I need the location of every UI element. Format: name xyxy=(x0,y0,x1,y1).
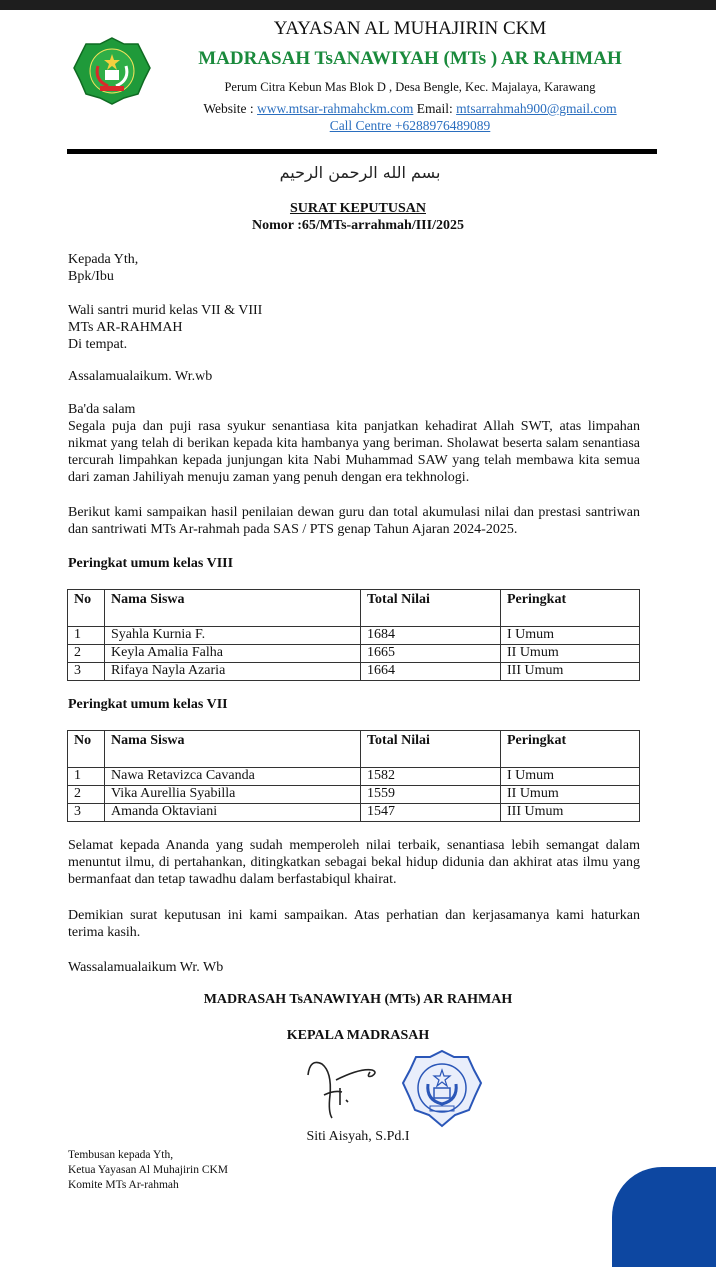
top-status-bar xyxy=(0,0,716,10)
call-centre-link[interactable]: Call Centre +6288976489089 xyxy=(329,118,491,133)
official-stamp-icon xyxy=(400,1048,484,1130)
cell-score: 1547 xyxy=(361,804,501,822)
closing-salutation: Wassalamualaikum Wr. Wb xyxy=(68,960,224,975)
column-header: Total Nilai xyxy=(361,731,501,768)
column-header: No xyxy=(68,731,105,768)
cc-line: Tembusan kepada Yth, xyxy=(68,1149,174,1161)
table-row xyxy=(68,663,640,681)
paragraph-congratulations: Selamat kepada Ananda yang sudah memperoleh nilai terbaik, senantiasa lebih semangat dalam menuntut ilmu, di pertahankan, ditingkatkan sebagai bekal hidup didunia dan akhirat atas ilmu yang bermanfaat dan tetap tawadhu dalam berfastabiqul khairat. xyxy=(68,838,640,887)
bada-salam: Ba'da salam xyxy=(68,402,136,417)
recipient-line: Bpk/Ibu xyxy=(68,269,114,284)
table-row xyxy=(68,804,640,822)
header-divider xyxy=(67,149,657,154)
paragraph-results-intro: Berikut kami sampaikan hasil penilaian dewan guru dan total akumulasi nilai dan prestasi santriwan dan santriwati MTs Ar-rahmah pada SAS / PTS genap Tahun Ajaran 2024-2025. xyxy=(68,505,640,537)
cell-score: 1665 xyxy=(361,645,501,663)
cell-score: 1664 xyxy=(361,663,501,681)
school-emblem-icon xyxy=(72,36,152,106)
document-title: SURAT KEPUTUSAN xyxy=(289,201,426,216)
email-label: Email: xyxy=(413,101,457,116)
foundation-name: YAYASAN AL MUHAJIRIN CKM xyxy=(273,18,547,39)
table-header-row xyxy=(68,731,640,768)
paragraph-closing: Demikian surat keputusan ini kami sampaikan. Atas perhatian dan kerjasamanya kami haturkan terima kasih. xyxy=(68,908,640,940)
call-centre-line xyxy=(190,118,630,134)
cell-no: 1 xyxy=(68,768,105,786)
column-header: Nama Siswa xyxy=(105,731,361,768)
section-heading-vii: Peringkat umum kelas VII xyxy=(68,697,228,712)
paragraph-opening: Segala puja dan puji rasa syukur senantiasa kita panjatkan kehadirat Allah SWT, atas limpahan nikmat yang telah di berikan kepada kita hambanya yang beriman. Sholawat beserta salam senantiasa tercurah limpahkan kepada junjungan kita Nabi Muhammad SAW yang telah membawa kita semua dari zaman Jahiliyah menuju zaman yang penuh dengan era tekhnologi. xyxy=(68,419,640,485)
table-row xyxy=(68,786,640,804)
column-header: Peringkat xyxy=(501,731,640,768)
ranking-table-vii xyxy=(67,730,640,822)
cell-no: 2 xyxy=(68,786,105,804)
greeting: Assalamualaikum. Wr.wb xyxy=(68,369,213,384)
cell-name: Amanda Oktaviani xyxy=(105,804,361,822)
cell-name: Nawa Retavizca Cavanda xyxy=(105,768,361,786)
email-link[interactable]: mtsarrahmah900@gmail.com xyxy=(456,101,617,116)
document-number: Nomor :65/MTs-arrahmah/III/2025 xyxy=(252,218,464,233)
basmala-text: بسم الله الرحمن الرحيم xyxy=(279,163,441,182)
recipient-line: Kepada Yth, xyxy=(68,252,139,267)
basmala-calligraphy-icon xyxy=(250,158,470,186)
cell-no: 2 xyxy=(68,645,105,663)
floating-action-button[interactable] xyxy=(612,1167,716,1267)
recipient-line: MTs AR-RAHMAH xyxy=(68,320,183,335)
recipient-line: Di tempat. xyxy=(68,337,128,352)
handwritten-signature-icon xyxy=(300,1050,390,1125)
contact-line xyxy=(190,101,630,117)
column-header: No xyxy=(68,590,105,627)
cell-score: 1582 xyxy=(361,768,501,786)
table-row xyxy=(68,627,640,645)
table-header-row xyxy=(68,590,640,627)
cc-line: Komite MTs Ar-rahmah xyxy=(68,1179,179,1191)
cell-rank: I Umum xyxy=(501,768,640,786)
website-label: Website : xyxy=(203,101,258,116)
cell-no: 1 xyxy=(68,627,105,645)
column-header: Nama Siswa xyxy=(105,590,361,627)
cc-line: Ketua Yayasan Al Muhajirin CKM xyxy=(68,1164,229,1176)
ranking-table-viii xyxy=(67,589,640,681)
school-address: Perum Citra Kebun Mas Blok D , Desa Bengle, Kec. Majalaya, Karawang xyxy=(224,80,596,94)
cell-no: 3 xyxy=(68,804,105,822)
cell-rank: III Umum xyxy=(501,663,640,681)
recipient-block xyxy=(68,251,640,353)
cell-rank: III Umum xyxy=(501,804,640,822)
cell-rank: II Umum xyxy=(501,645,640,663)
cell-name: Vika Aurellia Syabilla xyxy=(105,786,361,804)
website-link[interactable]: www.mtsar-rahmahckm.com xyxy=(257,101,414,116)
cell-name: Keyla Amalia Falha xyxy=(105,645,361,663)
recipient-line: Wali santri murid kelas VII & VIII xyxy=(68,303,263,318)
column-header: Peringkat xyxy=(501,590,640,627)
cell-score: 1559 xyxy=(361,786,501,804)
principal-name: Siti Aisyah, S.Pd.I xyxy=(306,1129,410,1144)
cell-name: Syahla Kurnia F. xyxy=(105,627,361,645)
cell-rank: II Umum xyxy=(501,786,640,804)
signature-institution: MADRASAH TsANAWIYAH (MTs) AR RAHMAH xyxy=(203,992,513,1007)
table-row xyxy=(68,768,640,786)
table-row xyxy=(68,645,640,663)
section-heading-viii: Peringkat umum kelas VIII xyxy=(68,556,234,571)
cell-name: Rifaya Nayla Azaria xyxy=(105,663,361,681)
cell-no: 3 xyxy=(68,663,105,681)
cell-score: 1684 xyxy=(361,627,501,645)
carbon-copy-block xyxy=(68,1148,228,1193)
signature-position: KEPALA MADRASAH xyxy=(286,1028,430,1043)
cell-rank: I Umum xyxy=(501,627,640,645)
column-header: Total Nilai xyxy=(361,590,501,627)
school-name: MADRASAH TsANAWIYAH (MTs ) AR RAHMAH xyxy=(198,48,622,69)
